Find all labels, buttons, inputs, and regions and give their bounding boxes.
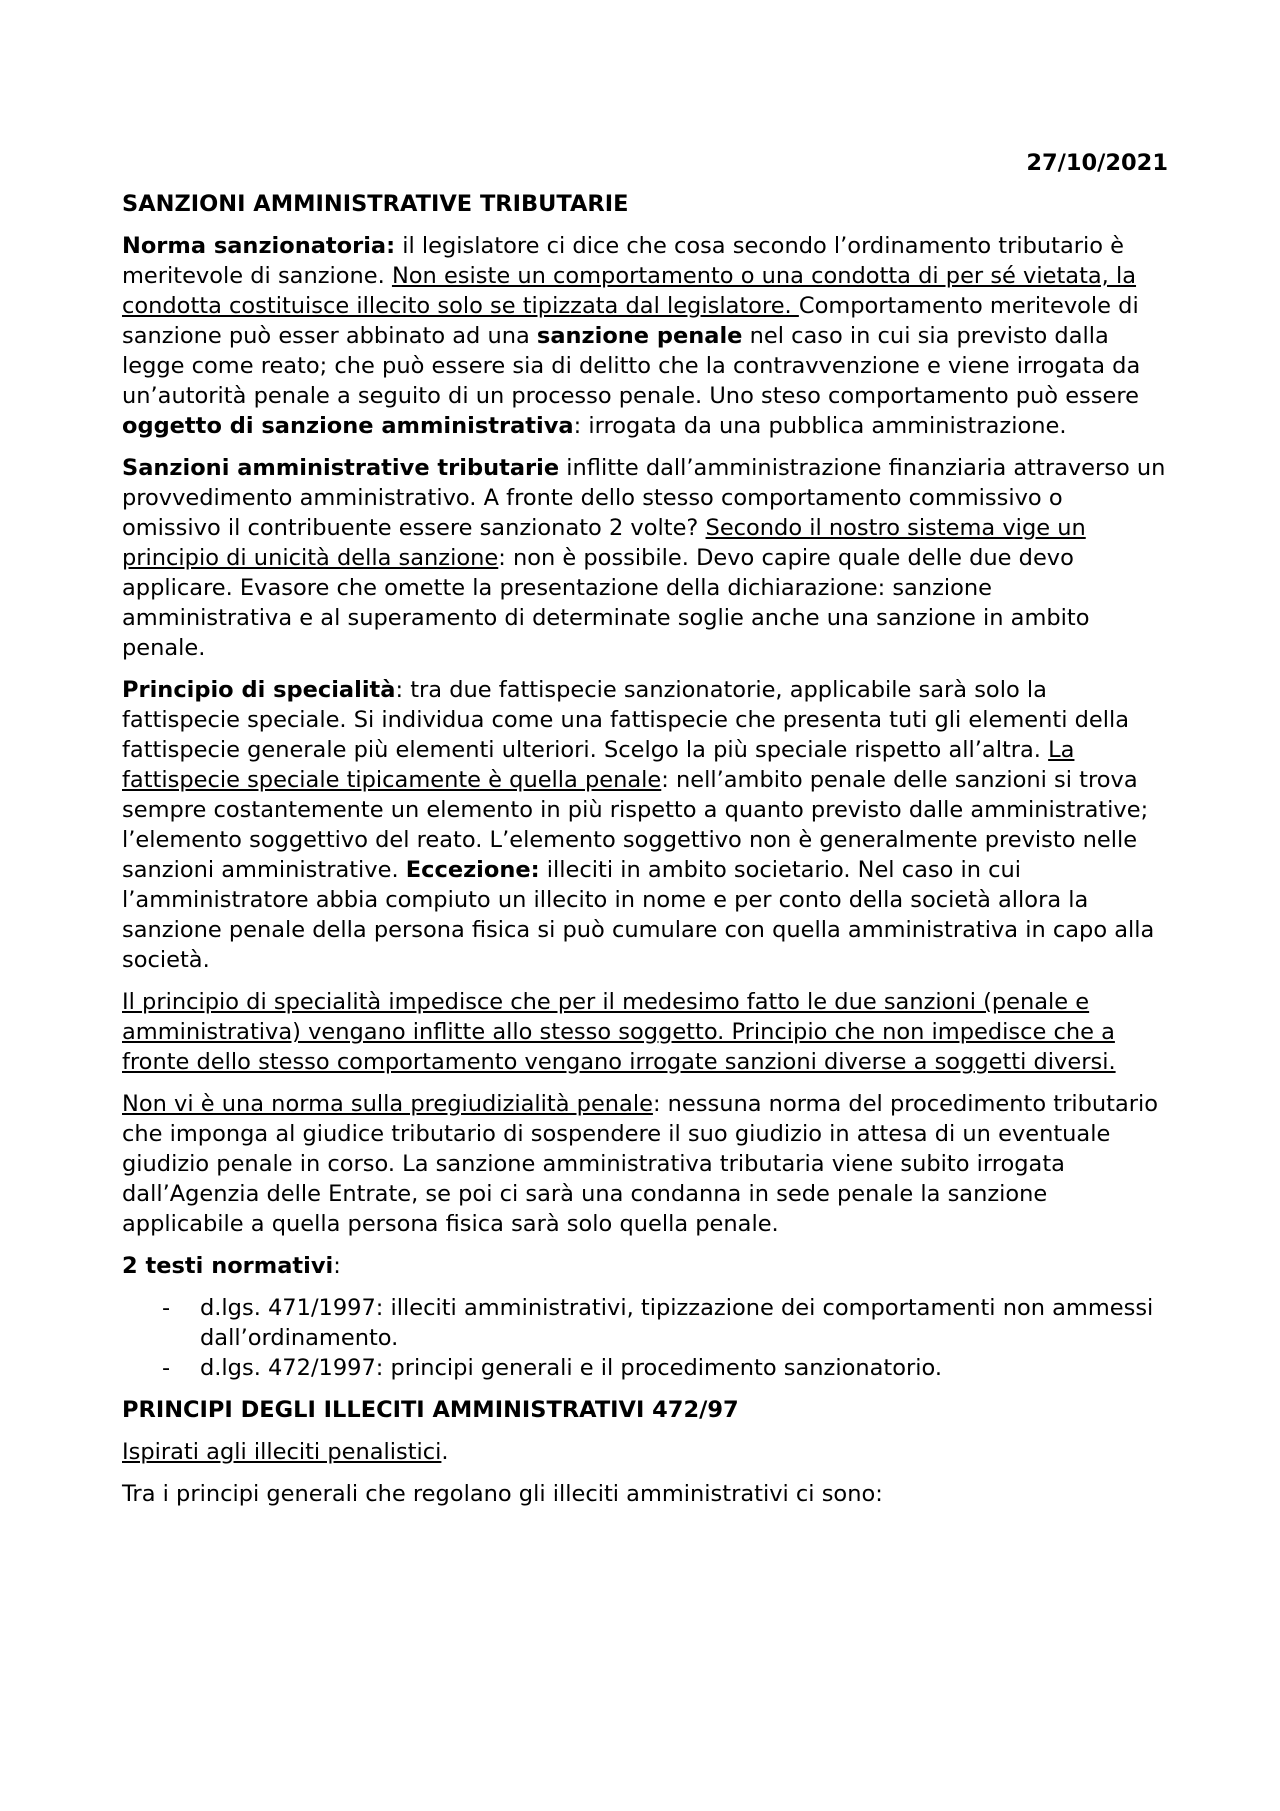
text-run: : non è possibile. Devo capire quale delle due devo applicare. Evasore che omette la presentazione della dichiarazione: sanzione amministrativa e al superamento di determinate soglie anche una sanzione in ambito penale. — [122, 545, 1090, 661]
section-title-principi: PRINCIPI DEGLI ILLECITI AMMINISTRATIVI 472/97 — [122, 1397, 739, 1423]
text-run: . — [441, 1439, 449, 1465]
text-run: Comportamento meritevole di sanzione può esser abbinato ad una — [122, 293, 1139, 349]
list-item — [122, 1353, 1168, 1383]
text-run: nel caso in cui sia previsto dalla legge come reato; che può essere sia di delitto che la contravvenzione e viene irrogata da un’autorità penale a seguito di un processo penale. Uno steso comportamento può essere — [122, 323, 1141, 409]
list-item — [122, 1293, 1168, 1353]
paragraph-principi-generali — [122, 1479, 1168, 1509]
text-run: il legislatore ci dice che cosa secondo l’ordinamento tributario è meritevole di sanzione. — [122, 233, 1125, 289]
bold-term: 2 testi normativi — [122, 1253, 334, 1279]
underlined-text: Il principio di specialità impedisce che per il medesimo fatto le due sanzioni (penale e amministrativa) vengano inflitte allo stesso soggetto. Principio che non impedisce che a fronte dello stesso comportamento vengano irrogate sanzioni diverse a soggetti diversi. — [122, 989, 1116, 1075]
bold-term: Eccezione: — [405, 857, 540, 883]
paragraph-pregiudizialita — [122, 1089, 1168, 1239]
testi-normativi-list — [122, 1293, 1168, 1383]
text-run: illeciti in ambito societario. Nel caso in cui l’amministratore abbia compiuto un illecito in nome e per conto della società allora la sanzione penale della persona fisica si può cumulare con quella amministrativa in capo alla società. — [122, 857, 1155, 973]
paragraph-principio-specialita — [122, 675, 1168, 975]
underlined-text: Secondo il nostro sistema vige un principio di unicità della sanzione — [122, 515, 1086, 571]
paragraph-ispirati — [122, 1437, 1168, 1467]
paragraph-specialita-soggetti — [122, 987, 1168, 1077]
text-run: : nell’ambito penale delle sanzioni si trova sempre costantemente un elemento in più rispetto a quanto previsto dalle amministrative; l’elemento soggettivo del reato. L’elemento soggettivo non è generalmente previsto nelle sanzioni amministrative. — [122, 767, 1149, 883]
bold-term: Principio di specialità — [122, 677, 396, 703]
text-run: : tra due fattispecie sanzionatorie, applicabile sarà solo la fattispecie speciale. Si individua come una fattispecie che presenta tuti gli elementi della fattispecie generale più elementi ulteriori. Scelgo la più speciale rispetto all’altra. — [122, 677, 1130, 763]
text-run: : — [333, 1253, 341, 1279]
underlined-text: La fattispecie speciale tipicamente è quella penale — [122, 737, 1075, 793]
text-run: : nessuna norma del procedimento tributario che imponga al giudice tributario di sospendere il suo giudizio in attesa di un eventuale giudizio penale in corso. La sanzione amministrativa tributaria viene subito irrogata dall’Agenzia delle Entrate, se poi ci sarà una condanna in sede penale la sanzione applicabile a quella persona fisica sarà solo quella penale. — [122, 1091, 1159, 1237]
paragraph-norma-sanzionatoria — [122, 231, 1168, 441]
underlined-text: Ispirati agli illeciti penalistici — [122, 1439, 442, 1465]
document-page — [122, 148, 1168, 1521]
text-run: Tra i principi generali che regolano gli illeciti amministrativi ci sono: — [122, 1481, 883, 1507]
paragraph-sanzioni-amministrative — [122, 453, 1168, 663]
dash-bullet: - — [162, 1295, 171, 1321]
paragraph-testi-normativi — [122, 1251, 1168, 1281]
bold-term: oggetto di sanzione amministrativa — [122, 413, 574, 439]
underlined-text: Non esiste un comportamento o una condotta di per sé vietata, la condotta costituisce illecito solo se tipizzata dal legislatore. — [122, 263, 1137, 319]
bold-term: Norma sanzionatoria: — [122, 233, 396, 259]
text-run: inflitte dall’amministrazione finanziaria attraverso un provvedimento amministrativo. A fronte dello stesso comportamento commissivo o omissivo il contribuente essere sanzionato 2 volte? — [122, 455, 1166, 541]
dash-bullet: - — [162, 1355, 171, 1381]
bold-term: Sanzioni amministrative tributarie — [122, 455, 560, 481]
list-item-text: d.lgs. 471/1997: illeciti amministrativi, tipizzazione dei comportamenti non ammessi dall’ordinamento. — [200, 1295, 1154, 1351]
underlined-text: Non vi è una norma sulla pregiudizialità penale — [122, 1091, 653, 1117]
list-item-text: d.lgs. 472/1997: principi generali e il procedimento sanzionatorio. — [200, 1355, 943, 1381]
section-title-sanzioni: SANZIONI AMMINISTRATIVE TRIBUTARIE — [122, 191, 629, 217]
bold-term: sanzione penale — [536, 323, 743, 349]
text-run: : irrogata da una pubblica amministrazione. — [573, 413, 1067, 439]
document-date: 27/10/2021 — [1026, 150, 1168, 176]
